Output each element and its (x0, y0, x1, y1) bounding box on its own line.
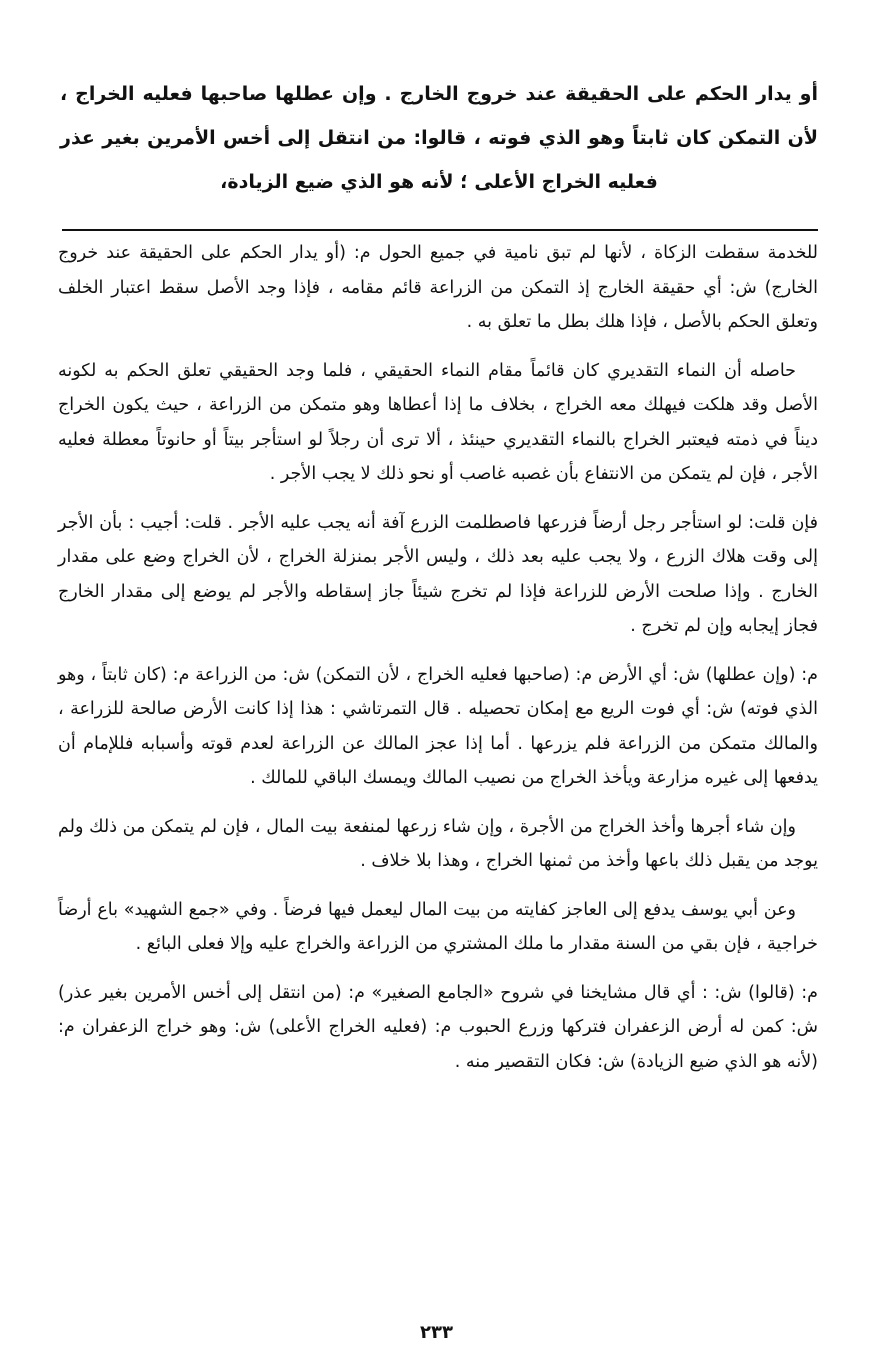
commentary (58, 236, 818, 1093)
main-text: أو يدار الحكم على الحقيقة عند خروج الخارج . وإن عطلها صاحبها فعليه الخراج ، لأن التمكن كان ثابتاً وهو الذي فوته ، قالوا: من انتقل إلى أخس الأمرين بغير عذر فعليه الخراج الأعلى ؛ لأنه هو الذي ضيع الزيادة، (60, 83, 818, 193)
commentary-paragraph: م: (قالوا) ش: : أي قال مشايخنا في شروح «الجامع الصغير» م: (من انتقل إلى أخس الأمرين بغير عذر) ش: كمن له أرض الزعفران فتركها وزرع الحبوب م: (فعليه الخراج الأعلى) ش: وهو خراج الزعفران م: (لأنه هو الذي ضيع الزيادة) ش: فكان التقصير منه . (58, 982, 818, 1072)
page-number: ٢٣٣ (420, 1322, 453, 1343)
commentary-paragraph: للخدمة سقطت الزكاة ، لأنها لم تبق نامية في جميع الحول م: (أو يدار الحكم على الحقيقة عند خروج الخارج) ش: أي حقيقة الخارج إذ التمكن من الزراعة قائم مقامه ، فإذا وجد الأصل سقط اعتبار الخلف وتعلق الحكم بالأصل ، فإذا هلك بطل ما تعلق به . (58, 243, 818, 332)
commentary-paragraph: م: (وإن عطلها) ش: أي الأرض م: (صاحبها فعليه الخراج ، لأن التمكن) ش: من الزراعة م: (كان ثابتاً ، وهو الذي فوته) ش: أي فوت الريع مع إمكان تحصيله . قال التمرتاشي : هذا إذا كانت الأرض صالحة للزراعة ، والمالك متمكن من الزراعة فلم يزرعها . أما إذا عجز المالك عن الزراعة لعدم قوته وأسبابه فللإمام أن يدفعها إلى غيره مزارعة ويأخذ الخراج من نصيب المالك ويمسك الباقي للمالك . (58, 664, 818, 788)
commentary-paragraph: حاصله أن النماء التقديري كان قائماً مقام النماء الحقيقي ، فلما وجد الحقيقي تعلق الحكم به لكونه الأصل وقد هلكت فيهلك معه الخراج ، بخلاف ما إذا أعطاها وهو متمكن من الزراعة ، حيث يكون الخراج ديناً في ذمته فيعتبر الخراج بالنماء التقديري حينئذ ، ألا ترى أن رجلاً لو استأجر بيتاً أو حانوتاً معطلة فعليه الأجر ، فإن لم يتمكن من الانتفاع بأن غصبه غاصب أو نحو ذلك لا يجب الأجر . (58, 360, 818, 484)
divider (62, 229, 818, 231)
commentary-paragraph: وعن أبي يوسف يدفع إلى العاجز كفايته من بيت المال ليعمل فيها فرضاً . وفي «جمع الشهيد» باع أرضاً خراجية ، فإن بقي من السنة مقدار ما ملك المشتري من الزراعة والخراج عليه وإلا فعلى البائع . (58, 899, 818, 954)
commentary-paragraph: وإن شاء أجرها وأخذ الخراج من الأجرة ، وإن شاء زرعها لمنفعة بيت المال ، فإن لم يتمكن من ذلك ولم يوجد من يقبل ذلك باعها وأخذ من ثمنها الخراج ، وهذا بلا خلاف . (58, 816, 818, 871)
commentary-paragraph: فإن قلت: لو استأجر رجل أرضاً فزرعها فاصطلمت الزرع آفة أنه يجب عليه الأجر . قلت: أجيب : بأن الأجر إلى وقت هلاك الزرع ، ولا يجب عليه بعد ذلك ، وليس الأجر بمنزلة الخراج ، لأن الخراج وضع على مقدار الخارج . وإذا صلحت الأرض للزراعة فإذا لم تخرج شيئاً جاز إسقاطه والأجر لم يوضع إلى مقدار الخارج فجاز إيجابه وإن لم تخرج . (58, 512, 818, 636)
